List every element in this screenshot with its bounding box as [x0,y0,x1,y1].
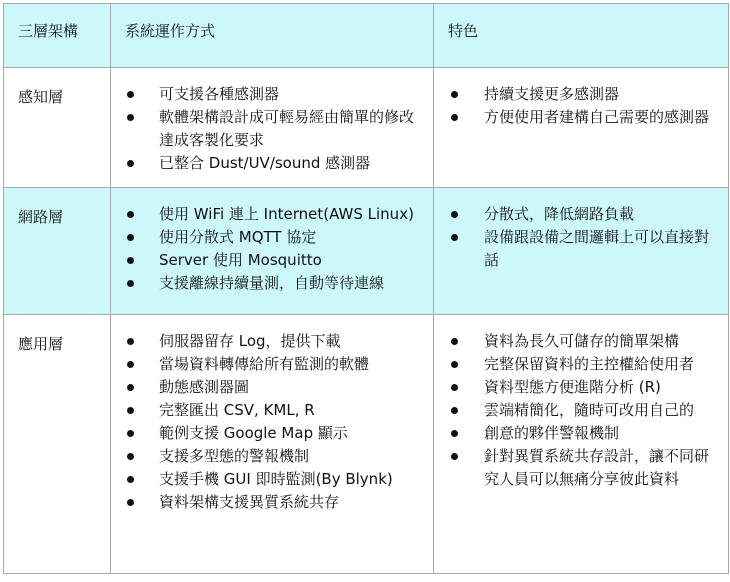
features-cell [434,188,729,315]
operation-item: 可支援各種感測器 [111,83,425,106]
feature-item: 持續支援更多感測器 [434,83,720,106]
header-operation: 系統運作方式 [125,22,216,40]
features-cell [434,68,729,188]
operation-item: 動態感測器圖 [111,376,425,399]
operation-list [111,188,433,307]
feature-item: 完整保留資料的主控權給使用者 [434,353,720,376]
feature-item: 針對異質系統共存設計，讓不同研究人員可以無痛分享彼此資料 [434,445,720,491]
operation-item: 已整合 Dust/UV/sound 感測器 [111,152,425,175]
header-architecture: 三層架構 [18,22,79,40]
feature-item: 方便使用者建構自己需要的感測器 [434,106,720,129]
operation-cell [111,315,434,574]
table-row-perception [4,68,729,188]
features-list [434,188,728,284]
layer-cell [4,188,111,315]
feature-item: 雲端精簡化，隨時可改用自己的 [434,399,720,422]
operation-item: 支援手機 GUI 即時監測(By Blynk) [111,468,425,491]
table-row-application [4,315,729,574]
operation-cell [111,188,434,315]
architecture-table-container [3,3,729,574]
table-header-row [4,4,729,68]
operation-item: 支援多型態的警報機制 [111,445,425,468]
header-features: 特色 [448,22,479,40]
layer-name: 應用層 [18,335,64,353]
feature-item: 創意的夥伴警報機制 [434,422,720,445]
features-list [434,68,728,141]
architecture-table [3,3,729,574]
operation-cell [111,68,434,188]
header-cell-architecture [4,4,111,68]
operation-item: 當場資料轉傳給所有監測的軟體 [111,353,425,376]
operation-item: 軟體架構設計成可輕易經由簡單的修改達成客製化要求 [111,106,425,152]
table-row-network [4,188,729,315]
feature-item: 分散式，降低網路負載 [434,203,720,226]
feature-item: 資料型態方便進階分析 (R) [434,376,720,399]
layer-cell [4,68,111,188]
operation-item: 資料架構支援異質系統共存 [111,491,425,514]
operation-item: Server 使用 Mosquitto [111,249,425,272]
operation-list [111,315,433,526]
features-cell [434,315,729,574]
header-cell-operation [111,4,434,68]
feature-item: 設備跟設備之間邏輯上可以直接對話 [434,226,720,272]
operation-item: 支援離線持續量測，自動等待連線 [111,272,425,295]
operation-item: 使用分散式 MQTT 協定 [111,226,425,249]
feature-item: 資料為長久可儲存的簡單架構 [434,330,720,353]
features-list [434,315,728,503]
layer-name: 感知層 [18,88,64,106]
header-cell-features [434,4,729,68]
layer-name: 網路層 [18,208,64,226]
operation-item: 伺服器留存 Log，提供下載 [111,330,425,353]
operation-item: 範例支援 Google Map 顯示 [111,422,425,445]
layer-cell [4,315,111,574]
operation-item: 使用 WiFi 連上 Internet(AWS Linux) [111,203,425,226]
operation-list [111,68,433,187]
operation-item: 完整匯出 CSV, KML, R [111,399,425,422]
